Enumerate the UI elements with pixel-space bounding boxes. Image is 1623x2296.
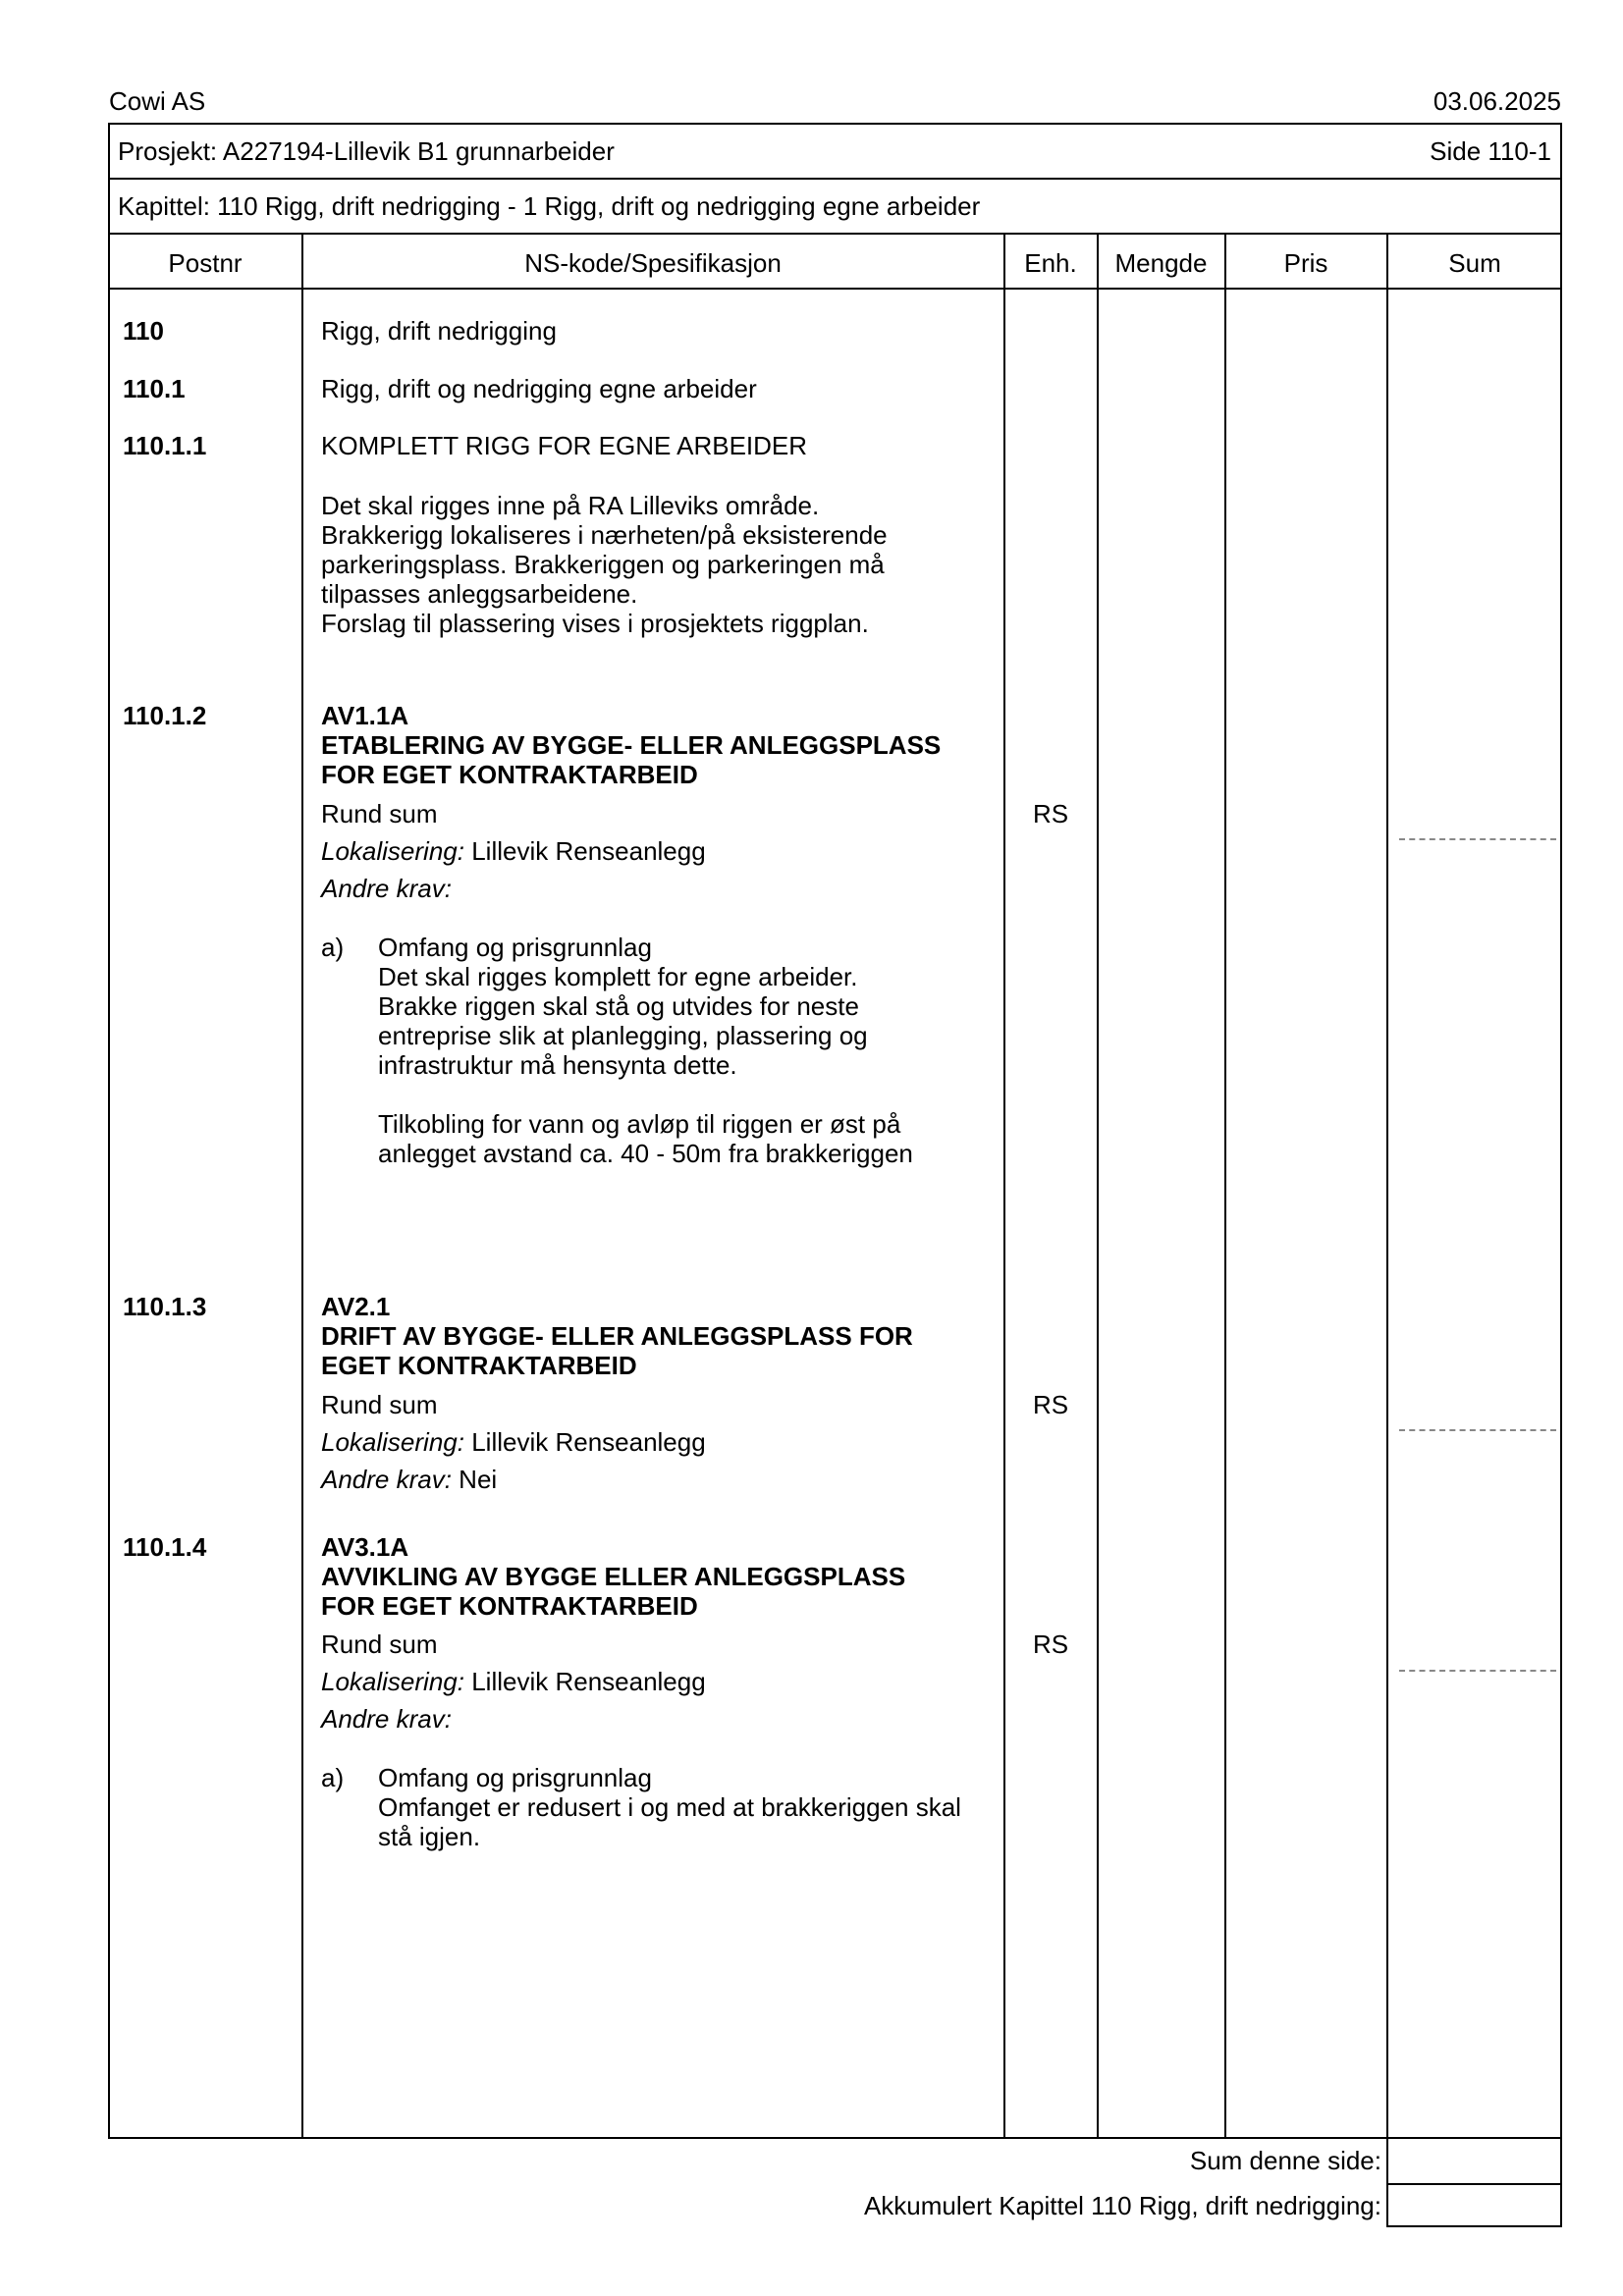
rund-sum: Rund sum [321, 1390, 438, 1419]
item-line: Tilkobling for vann og avløp til riggen er øst på [378, 1109, 901, 1139]
sum-page-label: Sum denne side: [1189, 2146, 1381, 2175]
page-number: Side 110-1 [1430, 136, 1551, 166]
other-requirements-label: Andre krav: [321, 1465, 452, 1494]
column-divider [1560, 2137, 1562, 2227]
column-header-spec: NS-kode/Spesifikasjon [524, 248, 782, 278]
accumulated-label: Akkumulert Kapittel 110 Rigg, drift nedrigging: [863, 2191, 1381, 2220]
rund-sum: Rund sum [321, 799, 438, 828]
column-divider [1097, 233, 1099, 2139]
ns-code: AV2.1 [321, 1292, 391, 1321]
localization-label: Lokalisering: [321, 836, 464, 866]
localization-label: Lokalisering: [321, 1667, 464, 1696]
ns-code: AV1.1A [321, 701, 409, 730]
localization-value: Lillevik Renseanlegg [463, 1427, 706, 1457]
spec-title: ETABLERING AV BYGGE- ELLER ANLEGGSPLASS [321, 730, 942, 760]
unit-value: RS [1032, 799, 1069, 828]
column-header-unit: Enh. [1024, 248, 1077, 278]
company-name: Cowi AS [109, 86, 206, 116]
item-line: Omfanget er redusert i og med at brakkeriggen skal [378, 1792, 961, 1822]
spec-title: EGET KONTRAKTARBEID [321, 1351, 637, 1380]
document-date: 03.06.2025 [1433, 86, 1561, 116]
spec-line: Brakkerigg lokaliseres i nærheten/på eksisterende [321, 520, 888, 550]
item-line: Omfang og prisgrunnlag [378, 933, 652, 962]
spec-title: FOR EGET KONTRAKTARBEID [321, 1591, 698, 1621]
item-letter: a) [321, 933, 345, 962]
spec-title: DRIFT AV BYGGE- ELLER ANLEGGSPLASS FOR [321, 1321, 913, 1351]
spec-110-1: Rigg, drift og nedrigging egne arbeider [321, 374, 757, 403]
item-letter: a) [321, 1763, 345, 1792]
chapter-title: Kapittel: 110 Rigg, drift nedrigging - 1 Rigg, drift og nedrigging egne arbeider [118, 191, 981, 221]
spec-line: tilpasses anleggsarbeidene. [321, 579, 638, 609]
column-header-postnr: Postnr [168, 248, 243, 278]
item-line: Det skal rigges komplett for egne arbeider. [378, 962, 858, 991]
other-requirements-value: Nei [451, 1465, 498, 1494]
column-header-sum: Sum [1448, 248, 1501, 278]
item-line: infrastruktur må hensynta dette. [378, 1050, 737, 1080]
item-line: stå igjen. [378, 1822, 481, 1851]
postnr-110-1-1: 110.1.1 [123, 431, 207, 460]
localization [321, 1427, 706, 1457]
localization [321, 1667, 706, 1696]
project-title: Prosjekt: A227194-Lillevik B1 grunnarbeider [118, 136, 615, 166]
divider [1386, 2183, 1562, 2185]
other-requirements-label: Andre krav: [321, 1704, 452, 1734]
spec-title: FOR EGET KONTRAKTARBEID [321, 760, 698, 789]
sum-entry-line [1399, 1670, 1556, 1672]
divider [108, 233, 1562, 235]
other-requirements-label: Andre krav: [321, 874, 452, 903]
column-divider [301, 233, 303, 2139]
item-line: Omfang og prisgrunnlag [378, 1763, 652, 1792]
column-header-price: Pris [1283, 248, 1328, 278]
sum-entry-line [1399, 838, 1556, 840]
divider [108, 178, 1562, 180]
spec-title: KOMPLETT RIGG FOR EGNE ARBEIDER [321, 431, 808, 460]
item-line: Brakke riggen skal stå og utvides for neste [378, 991, 859, 1021]
divider [108, 288, 1562, 290]
rund-sum: Rund sum [321, 1629, 438, 1659]
ns-code: AV3.1A [321, 1532, 409, 1562]
other-requirements [321, 1465, 497, 1494]
column-divider [1386, 233, 1388, 2227]
postnr-110-1-4: 110.1.4 [123, 1532, 207, 1562]
postnr-110-1-3: 110.1.3 [123, 1292, 207, 1321]
spec-line: Forslag til plassering vises i prosjektets riggplan. [321, 609, 869, 638]
unit-value: RS [1032, 1629, 1069, 1659]
column-divider [1003, 233, 1005, 2139]
localization-label: Lokalisering: [321, 1427, 464, 1457]
spec-110: Rigg, drift nedrigging [321, 316, 557, 346]
localization [321, 836, 706, 866]
unit-value: RS [1032, 1390, 1069, 1419]
spec-title: AVVIKLING AV BYGGE ELLER ANLEGGSPLASS [321, 1562, 906, 1591]
column-divider [1224, 233, 1226, 2139]
localization-value: Lillevik Renseanlegg [463, 1667, 706, 1696]
spec-line: parkeringsplass. Brakkeriggen og parkeringen må [321, 550, 885, 579]
item-line: anlegget avstand ca. 40 - 50m fra brakkeriggen [378, 1139, 913, 1168]
postnr-110-1: 110.1 [123, 374, 186, 403]
postnr-110: 110 [123, 316, 164, 346]
spec-line: Det skal rigges inne på RA Lilleviks område. [321, 491, 820, 520]
divider [1386, 2225, 1562, 2227]
localization-value: Lillevik Renseanlegg [463, 836, 706, 866]
sum-entry-line [1399, 1429, 1556, 1431]
postnr-110-1-2: 110.1.2 [123, 701, 207, 730]
column-header-qty: Mengde [1114, 248, 1208, 278]
item-line: entreprise slik at planlegging, plassering og [378, 1021, 868, 1050]
